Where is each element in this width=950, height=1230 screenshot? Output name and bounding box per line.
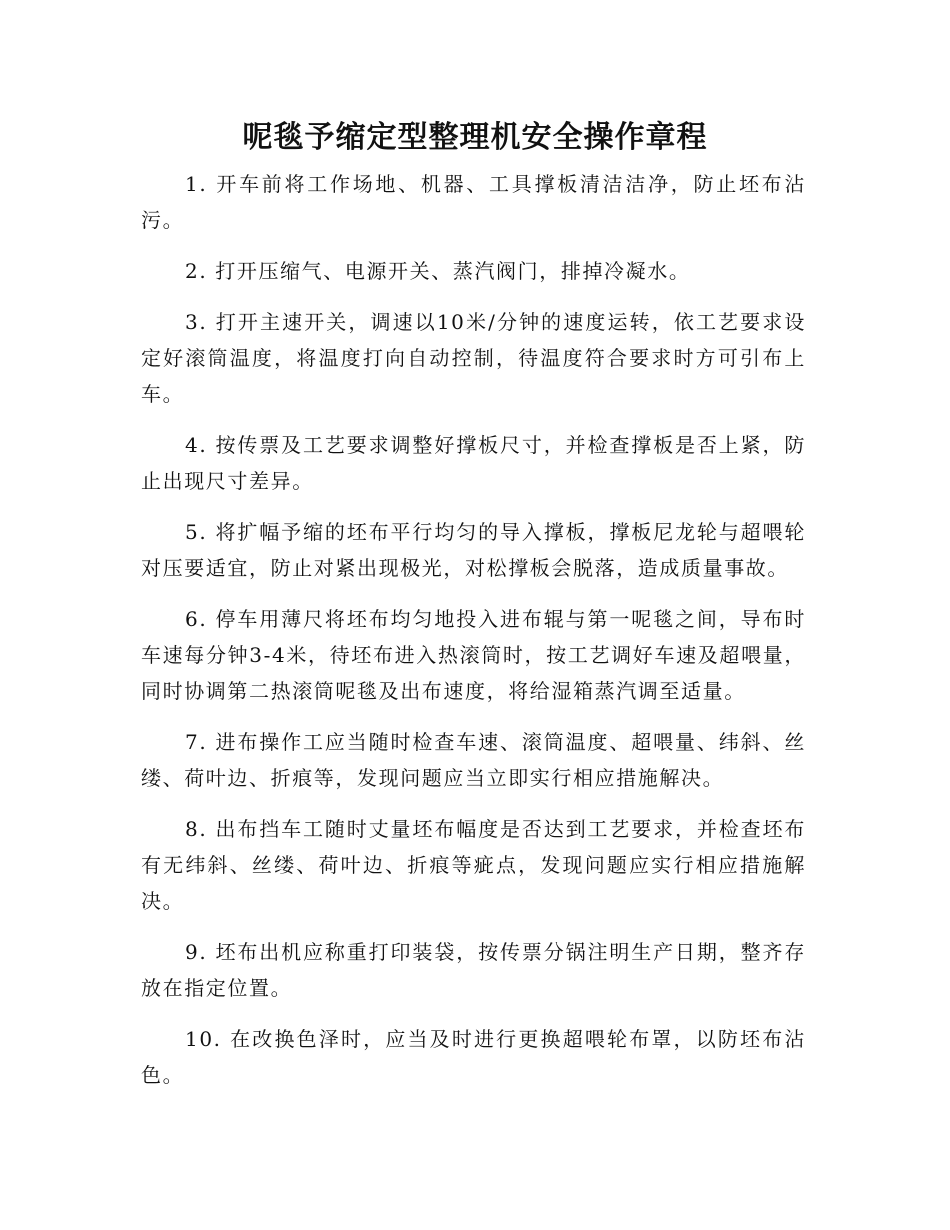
rule-item-6: 6. 停车用薄尺将坯布均匀地投入进布辊与第一呢毯之间，导布时车速每分钟3-4米，待坯布进入热滚筒时，按工艺调好车速及超喂量，同时协调第二热滚筒呢毯及出布速度，将给湿箱蒸汽调至适量。: [141, 607, 806, 703]
document-title: 呢毯予缩定型整理机安全操作章程: [242, 120, 708, 155]
document-body: [141, 166, 806, 1108]
rule-item-3: 3. 打开主速开关，调速以10米/分钟的速度运转，依工艺要求设定好滚筒温度，将温度打向自动控制，待温度符合要求时方可引布上车。: [141, 310, 806, 406]
rule-item-1: 1. 开车前将工作场地、机器、工具撑板清洁洁净，防止坯布沾污。: [141, 172, 806, 232]
rule-item-5: 5. 将扩幅予缩的坯布平行均匀的导入撑板，撑板尼龙轮与超喂轮对压要适宜，防止对紧出现极光，对松撑板会脱落，造成质量事故。: [141, 520, 806, 580]
rule-item-2: 2. 打开压缩气、电源开关、蒸汽阀门，排掉冷凝水。: [185, 259, 691, 283]
rule-item-7: 7. 进布操作工应当随时检查车速、滚筒温度、超喂量、纬斜、丝缕、荷叶边、折痕等，发现问题应当立即实行相应措施解决。: [141, 730, 806, 790]
rule-item-10: 10. 在改换色泽时，应当及时进行更换超喂轮布罩，以防坯布沾色。: [141, 1027, 806, 1087]
rule-item-8: 8. 出布挡车工随时丈量坯布幅度是否达到工艺要求，并检查坯布有无纬斜、丝缕、荷叶边、折痕等疵点，发现问题应实行相应措施解决。: [141, 817, 806, 913]
rule-item-9: 9. 坯布出机应称重打印装袋，按传票分锅注明生产日期，整齐存放在指定位置。: [141, 940, 806, 1000]
rule-item-4: 4. 按传票及工艺要求调整好撑板尺寸，并检查撑板是否上紧，防止出现尺寸差异。: [141, 433, 806, 493]
